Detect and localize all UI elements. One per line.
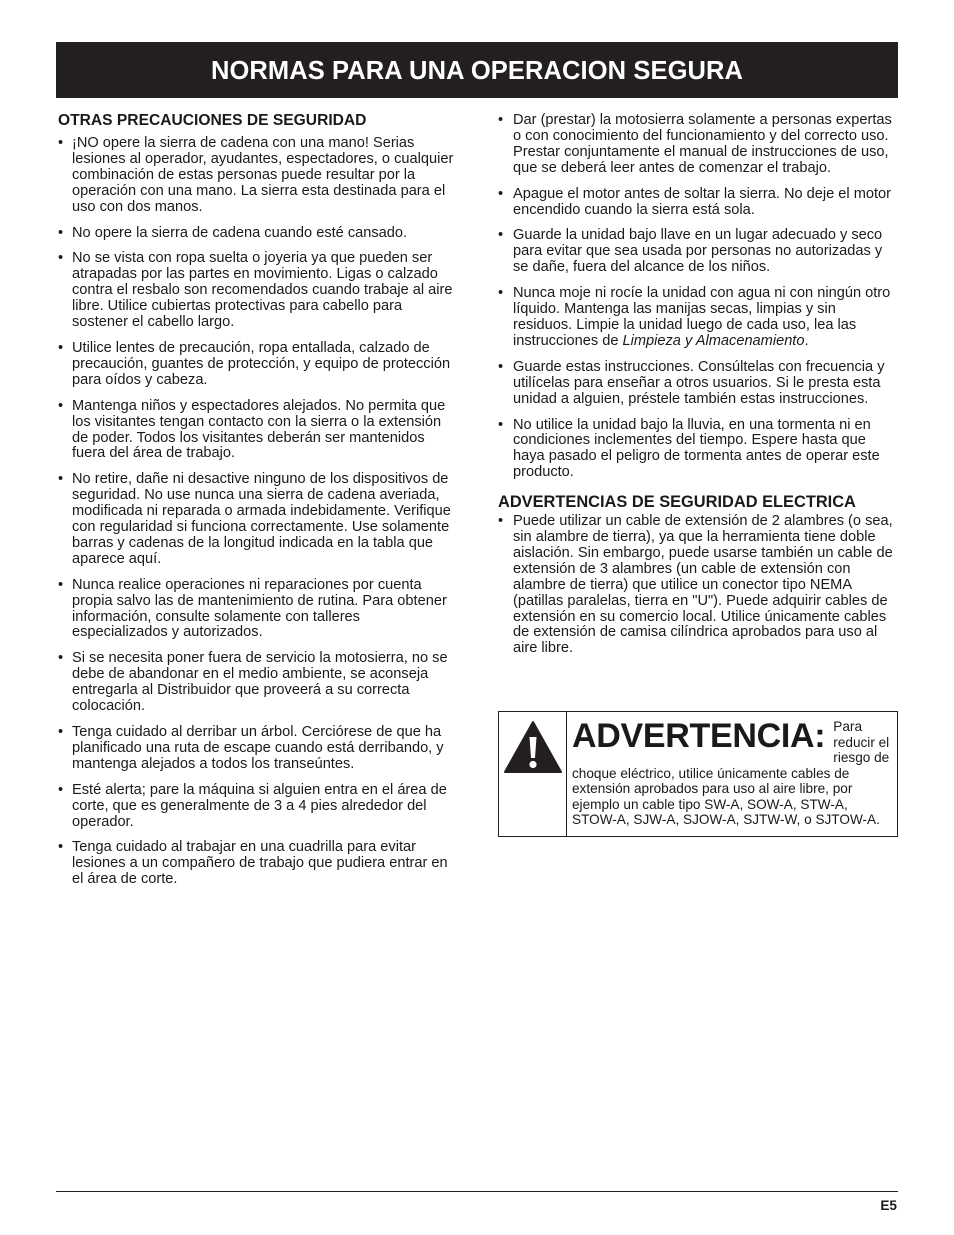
list-item: • Esté alerta; pare la máquina si alguien entra en el área de corte, que es generalmente de 3 a 4 pies alrededor del operador. [58,783,458,831]
cleaning-text: Nunca moje ni rocíe la unidad con agua ni con ningún otro líquido. Mantenga las manijas secas, limpias y sin residuos. Limpie la unidad luego de cada uso, lea las instrucciones de [513,285,891,349]
precautions-list-continued [498,113,898,481]
list-item: • No se vista con ropa suelta o joyeria ya que pueden ser atrapadas por las partes en movimiento. Ligas o calzado contra el resbalo son recomendados cuando trabaje al aire libre. Utilice cubiertas protectivas para cabello para sostener el cabello largo. [58,251,458,331]
footer-divider [56,1191,898,1192]
cleaning-reference: Limpieza y Almacenamiento [622,332,805,349]
warning-box [498,711,898,837]
warning-text [567,712,897,836]
warning-body: choque eléctrico, utilice únicamente cables de extensión aprobados para uso al aire libre, por ejemplo un cable tipo SW-A, SOW-A, STW-A, STOW-A, SJW-A, SJOW-A, SJTW-W, o SJTOW-A. [572,765,880,827]
list-item: • Utilice lentes de precaución, ropa entallada, calzado de precaución, guantes de protección, y equipo de protección para oídos y cabeza. [58,341,458,389]
warning-icon-cell [499,712,567,836]
list-item: • No utilice la unidad bajo la lluvia, en una tormenta ni en condiciones inclementes del tiempo. Espere hasta que haya pasado el peligro de tormenta antes de operar este producto. [498,418,898,482]
list-item: • Nunca realice operaciones ni reparaciones por cuenta propia salvo las de mantenimiento de rutina. Para obtener información, consulte solamente con talleres especializados y autorizados. [58,578,458,642]
list-item: • Mantenga niños y espectadores alejados. No permita que los visitantes tengan contacto con la sierra o la extensión de poder. Todos los visitantes deberán ser mantenidos fuera del área de trabajo. [58,399,458,463]
list-item: • Tenga cuidado al derribar un árbol. Cerciórese de que ha planificado una ruta de escape cuando está derribando, y mantenga alejados a todos los transeúntes. [58,725,458,773]
list-item-cleaning [498,286,898,350]
list-item: • Tenga cuidado al trabajar en una cuadrilla para evitar lesiones a un compañero de trabajo que pudiera entrar en el área de corte. [58,840,458,888]
warning-lead: Para reducir el riesgo de [833,719,890,765]
page-number: E5 [880,1198,897,1213]
section-title-electrical: ADVERTENCIAS DE SEGURIDAD ELECTRICA [498,493,856,512]
precautions-list [58,136,458,888]
list-item: • Dar (prestar) la motosierra solamente a personas expertas o con conocimiento del funcionamiento y del correcto uso. Prestar conjuntamente el manual de instrucciones de uso, que se deberá leer antes de comenzar el trabajo. [498,113,898,177]
list-item: • Guarde estas instrucciones. Consúltelas con frecuencia y utilícelas para enseñar a otros usuarios. Si le presta esta unidad a alguien, préstele también estas instrucciones. [498,360,898,408]
right-column [498,113,898,667]
list-item: • Guarde la unidad bajo llave en un lugar adecuado y seco para evitar que sea usada por personas no autorizadas y se dañe, fuera del alcance de los niños. [498,228,898,276]
cleaning-suffix: . [804,332,809,349]
list-item: • Puede utilizar un cable de extensión de 2 alambres (o sea, sin alambre de tierra), ya que la herramienta tiene doble aislación. Sin embargo, puede usarse también un cable de extensión de 3 alambres (un cable de extensión con alambre de tierra) que utilice un conector tipo NEMA (patillas paralelas, tierra en "U"). Puede adquirir cables de extensión en su comercio local. Utilice únicamente cables de extensión de camisa cilíndrica aprobados para uso al aire libre. [498,514,898,657]
list-item: • No opere la sierra de cadena cuando esté cansado. [58,226,458,242]
list-item: • Apague el motor antes de soltar la sierra. No deje el motor encendido cuando la sierra está sola. [498,187,898,219]
warning-heading: ADVERTENCIA: [572,717,826,755]
list-item: • No retire, dañe ni desactive ninguno de los dispositivos de seguridad. No use nunca una sierra de cadena averiada, modificada ni reparada o armada indebidamente. Verifique con regularidad si funciona correctamente. Use solamente barras y cadenas de la longitud indicada en la tabla que aparece aquí. [58,472,458,567]
page-title: NORMAS PARA UNA OPERACION SEGURA [210,56,744,85]
section-title-otras-precauciones: OTRAS PRECAUCIONES DE SEGURIDAD [58,112,367,129]
warning-triangle-icon [503,720,563,779]
left-column [58,112,458,898]
page-header [56,42,898,98]
list-item: • Si se necesita poner fuera de servicio la motosierra, no se debe de abandonar en el medio ambiente, se aconseja entregarla al Distribuidor que proveerá a su correcta colocación. [58,651,458,715]
electrical-list [498,514,898,657]
list-item: • ¡NO opere la sierra de cadena con una mano! Serias lesiones al operador, ayudantes, espectadores, o cualquier combinación de estas personas puede resultar por la operación con una mano. La sierra esta destinada para el uso con dos manos. [58,136,458,216]
